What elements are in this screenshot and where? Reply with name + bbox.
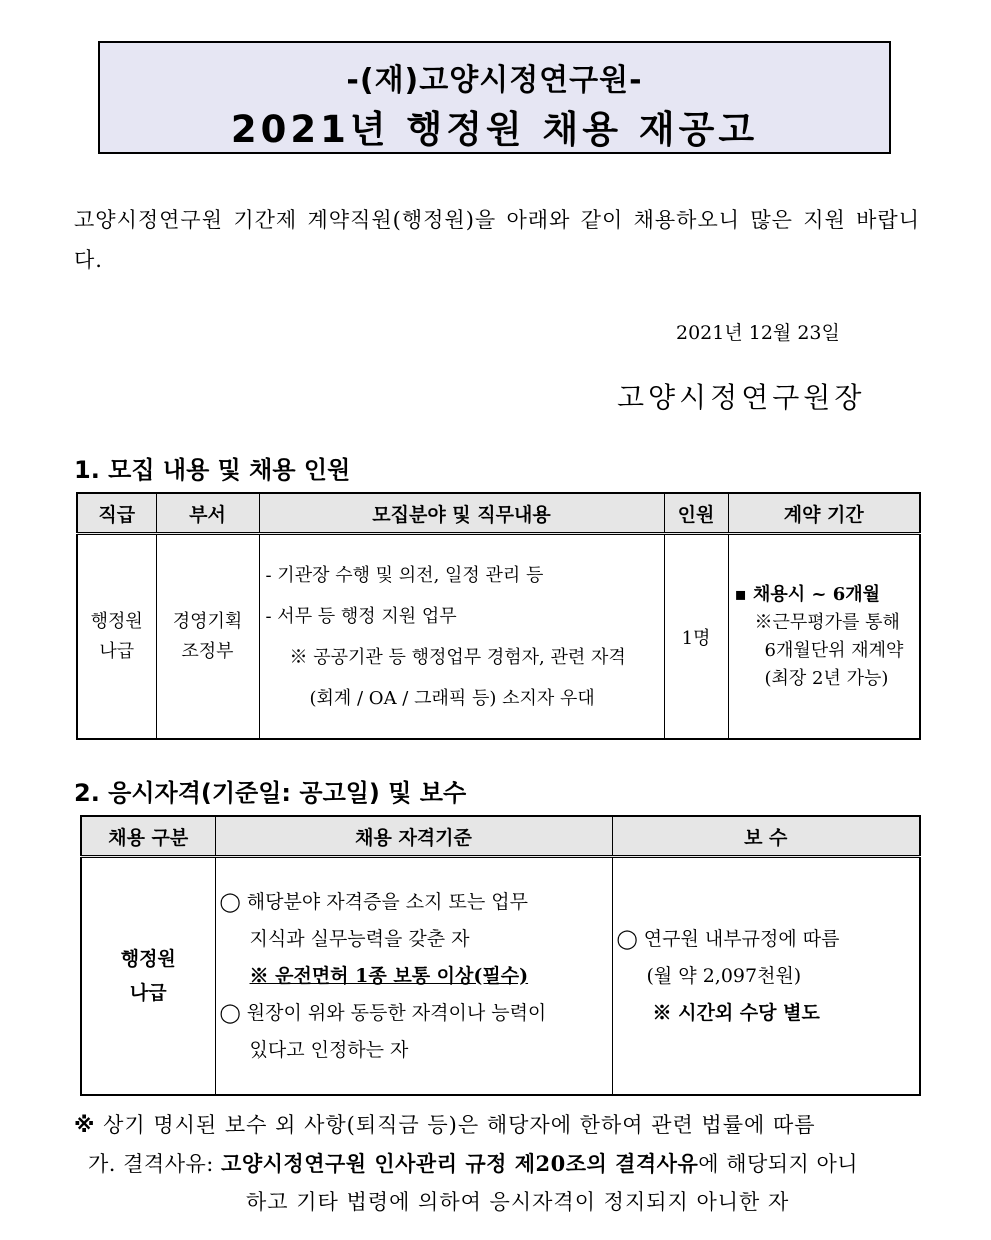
duty-line: - 서무 등 행정 지원 업무	[265, 605, 457, 627]
duties-cell	[259, 534, 664, 740]
period-note: ※근무평가를 통해	[754, 611, 900, 633]
qual-line: ◯ 원장이 위와 동등한 자격이나 능력이	[219, 1001, 547, 1024]
duty-note: ※ 공공기관 등 행정업무 경험자, 관련 자격	[289, 646, 626, 668]
period-cell	[728, 534, 920, 740]
qual-line: 지식과 실무능력을 갖춘 자	[249, 927, 470, 950]
qual-line: 있다고 인정하는 자	[249, 1038, 409, 1061]
table-header-row	[81, 816, 920, 857]
recruitment-table	[76, 492, 921, 740]
footnote	[74, 1109, 816, 1139]
qual-line: ◯ 해당분야 자격증을 소지 또는 업무	[219, 890, 528, 913]
section1-heading: 1. 모집 내용 및 채용 인원	[74, 456, 351, 484]
section2-heading: 2. 응시자격(기준일: 공고일) 및 보수	[74, 779, 467, 807]
item-bold-text: 고양시정연구원 인사관리 규정 제20조의 결격사유	[221, 1151, 699, 1176]
col-count: 인원	[664, 493, 728, 534]
org-subtitle: -(재)고양시정연구원-	[346, 63, 643, 98]
grade-line: 나급	[99, 640, 135, 662]
col-qualification: 채용 자격기준	[215, 816, 612, 857]
item-prefix: 가. 결격사유:	[88, 1152, 214, 1176]
signer: 고양시정연구원장	[617, 381, 866, 414]
type-line: 행정원	[120, 948, 176, 970]
duty-note: (회계 / OA / 그래픽 등) 소지자 우대	[309, 687, 595, 709]
pay-cell	[612, 857, 920, 1096]
col-type: 채용 구분	[81, 816, 215, 857]
disqualification-item-line2: 하고 기타 법령에 의하여 응시자격이 정지되지 아니한 자	[246, 1190, 790, 1214]
license-requirement: ※ 운전면허 1종 보통 이상(필수)	[249, 964, 529, 987]
dept-line: 경영기획	[172, 610, 243, 632]
duty-line: - 기관장 수행 및 의전, 일정 관리 등	[265, 564, 544, 586]
qualification-cell	[215, 857, 612, 1096]
table-header-row	[77, 493, 920, 534]
table-row	[77, 534, 920, 740]
col-dept: 부서	[156, 493, 259, 534]
period-note: (최장 2년 가능)	[764, 667, 889, 689]
type-line: 나급	[129, 982, 167, 1004]
col-grade: 직급	[77, 493, 156, 534]
col-period: 계약 기간	[728, 493, 920, 534]
grade-line: 행정원	[90, 610, 143, 632]
col-duties: 모집분야 및 직무내용	[259, 493, 664, 534]
qualification-table	[80, 815, 921, 1096]
col-pay: 보 수	[612, 816, 920, 857]
grade-cell	[77, 534, 156, 740]
period-note: 6개월단위 재계약	[764, 639, 904, 661]
title-box	[98, 41, 891, 154]
pay-line: ◯ 연구원 내부규정에 따름	[616, 927, 840, 950]
pay-amount: (월 약 2,097천원)	[646, 964, 802, 987]
intro-paragraph: 고양시정연구원 기간제 계약직원(행정원)을 아래와 같이 채용하오니 많은 지원 바랍니다.	[74, 208, 920, 272]
disqualification-item	[88, 1148, 858, 1178]
table-row	[81, 857, 920, 1096]
footnote-mark: ※	[74, 1113, 96, 1137]
count-cell: 1명	[664, 534, 728, 740]
dept-cell	[156, 534, 259, 740]
overtime-note: ※ 시간외 수당 별도	[652, 1001, 820, 1024]
type-cell	[81, 857, 215, 1096]
item-suffix: 에 해당되지 아니	[698, 1152, 859, 1176]
dept-line: 조정부	[181, 640, 234, 662]
notice-date: 2021년 12월 23일	[676, 322, 840, 344]
page-title: 2021년 행정원 채용 재공고	[230, 108, 759, 151]
period-line: ▪ 채용시 ~ 6개월	[734, 583, 881, 605]
footnote-text: 상기 명시된 보수 외 사항(퇴직금 등)은 해당자에 한하여 관련 법률에 따름	[103, 1113, 816, 1137]
